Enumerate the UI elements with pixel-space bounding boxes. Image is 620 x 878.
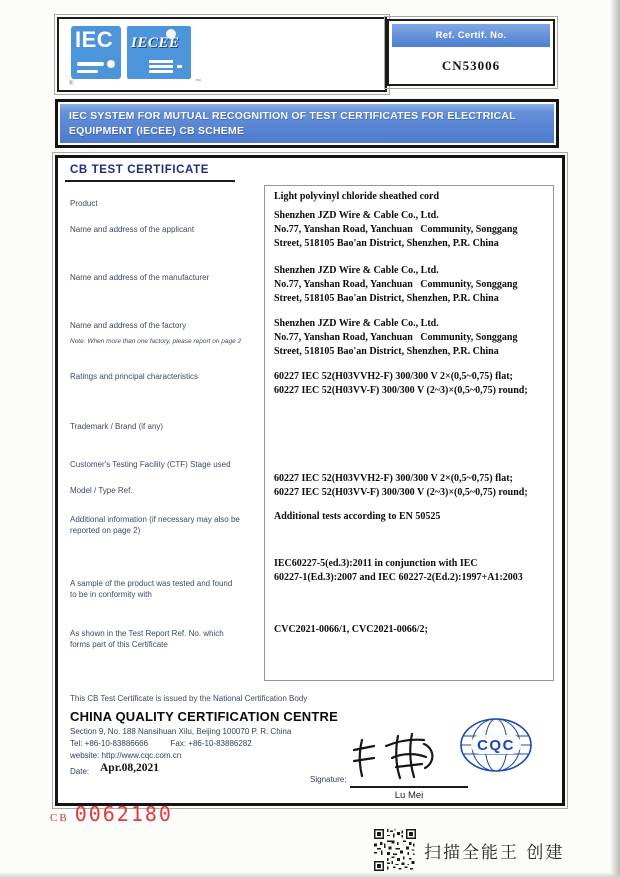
field-label-conformity: A sample of the product was tested and found to be in conformity with (70, 579, 233, 599)
field-value-additional: Additional tests according to EN 50525 (274, 511, 441, 522)
field-label-factory: Name and address of the factory (70, 321, 187, 330)
field-label-ratings: Ratings and principal characteristics (70, 372, 199, 381)
field-value-product: Light polyvinyl chloride sheathed cord (274, 191, 440, 202)
qr-code (374, 829, 416, 876)
scheme-banner-text: IEC SYSTEM FOR MUTUAL RECOGNITION OF TEST CERTIFICATES FOR ELECTRICAL EQUIPMENT (IECEE) CB SCHEME (60, 104, 554, 143)
signature-label: Signature: (310, 775, 347, 784)
cb-serial-number: 0062180 (74, 802, 173, 826)
registered-mark-icon: ® (69, 81, 74, 87)
iecee-logo (127, 26, 201, 85)
iecee-logo-text: IECEE (131, 35, 180, 51)
header-logo-box (57, 17, 387, 92)
cqc-logo-text: CQC (477, 737, 515, 754)
field-label-ctf: Customer's Testing Facility (CTF) Stage used (70, 460, 231, 469)
scheme-banner (55, 99, 559, 148)
field-value-conformity: IEC60227-5(ed.3):2011 in conjunction with IEC 60227-1(Ed.3):2007 and IEC 60227-2(Ed.2):1997+A1:2003 (274, 558, 523, 583)
body-contact (70, 739, 252, 748)
field-label-product: Product (70, 199, 98, 208)
iecee-logo-bar (149, 65, 173, 68)
iecee-logo-bar (149, 70, 173, 73)
field-label-trademark: Trademark / Brand (if any) (70, 422, 164, 431)
certificate-number: CN53006 (441, 58, 501, 73)
body-fax: Fax: +86-10-83886282 (170, 739, 252, 748)
field-value-ratings: 60227 IEC 52(H03VVH2-F) 300/300 V 2×(0,5~0,75) flat; 60227 IEC 52(H03VV-F) 300/300 V (2~3)×(0,5~0,75) round; (274, 371, 528, 396)
iecee-logo-bar (177, 65, 182, 68)
body-address: Section 9, No. 188 Nansihuan Xilu, Beijing 100070 P. R. China (70, 727, 292, 736)
date-label: Date: (70, 767, 90, 776)
field-label-model: Model / Type Ref. (70, 486, 133, 495)
field-value-factory: Shenzhen JZD Wire & Cable Co., Ltd. No.77, Yanshan Road, Yanchuan Community, Songgang Street, 518105 Bao'an District, Shenzhen, P.R. China (274, 318, 518, 357)
body-website: website: http://www.cqc.com.cn (70, 751, 182, 760)
trademark-mark-icon: ™ (195, 79, 201, 85)
signer-name: Lu Mei (394, 790, 424, 801)
scanner-watermark-text: 扫描全能王 创建 (424, 843, 565, 863)
field-label-test-report: As shown in the Test Report Ref. No. which forms part of this Certificate (70, 629, 224, 649)
cqc-logo (456, 714, 536, 781)
certification-body-name: CHINA QUALITY CERTIFICATION CENTRE (70, 709, 338, 724)
iec-logo-text: IEC (75, 27, 114, 52)
scan-edge-right (610, 0, 620, 878)
signature-line (350, 786, 468, 788)
field-label-manufacturer: Name and address of the manufacturer (70, 273, 210, 282)
issued-statement: This CB Test Certificate is issued by the National Certification Body (70, 694, 308, 703)
field-label-applicant: Name and address of the applicant (70, 225, 195, 234)
ref-certif-box (387, 19, 555, 86)
iec-logo-dot (107, 60, 115, 68)
field-label-additional: Additional information (if necessary may also be reported on page 2) (70, 515, 240, 535)
iec-logo-bar2 (77, 70, 98, 73)
certificate-title: CB TEST CERTIFICATE (70, 164, 209, 176)
iec-logo (69, 26, 121, 87)
certificate-body (55, 155, 565, 806)
field-value-manufacturer: Shenzhen JZD Wire & Cable Co., Ltd. No.77, Yanshan Road, Yanchuan Community, Songgang Street, 518105 Bao'an District, Shenzhen, P.R. China (274, 265, 518, 304)
field-value-model: 60227 IEC 52(H03VVH2-F) 300/300 V 2×(0,5~0,75) flat; 60227 IEC 52(H03VV-F) 300/300 V (2~3)×(0,5~0,75) round; (274, 473, 528, 498)
cb-serial (50, 802, 173, 826)
factory-note: Note: When more than one factory, please report on page 2 (70, 338, 242, 345)
body-tel: Tel: +86-10-83886666 (70, 739, 149, 748)
field-value-applicant: Shenzhen JZD Wire & Cable Co., Ltd. No.77, Yanshan Road, Yanchuan Community, Songgang Street, 518105 Bao'an District, Shenzhen, P.R. China (274, 210, 518, 249)
value-panel (264, 185, 554, 681)
ref-certif-label: Ref. Certif. No. (392, 24, 550, 47)
field-value-test-report: CVC2021-0066/1, CVC2021-0066/2; (274, 624, 428, 635)
cb-serial-prefix: CB (50, 812, 69, 824)
iecee-logo-bar (149, 60, 173, 63)
iec-logo-bar (77, 62, 104, 67)
scan-edge-bottom (0, 872, 620, 878)
title-underline (65, 180, 235, 182)
date-value: Apr.08,2021 (100, 762, 159, 774)
